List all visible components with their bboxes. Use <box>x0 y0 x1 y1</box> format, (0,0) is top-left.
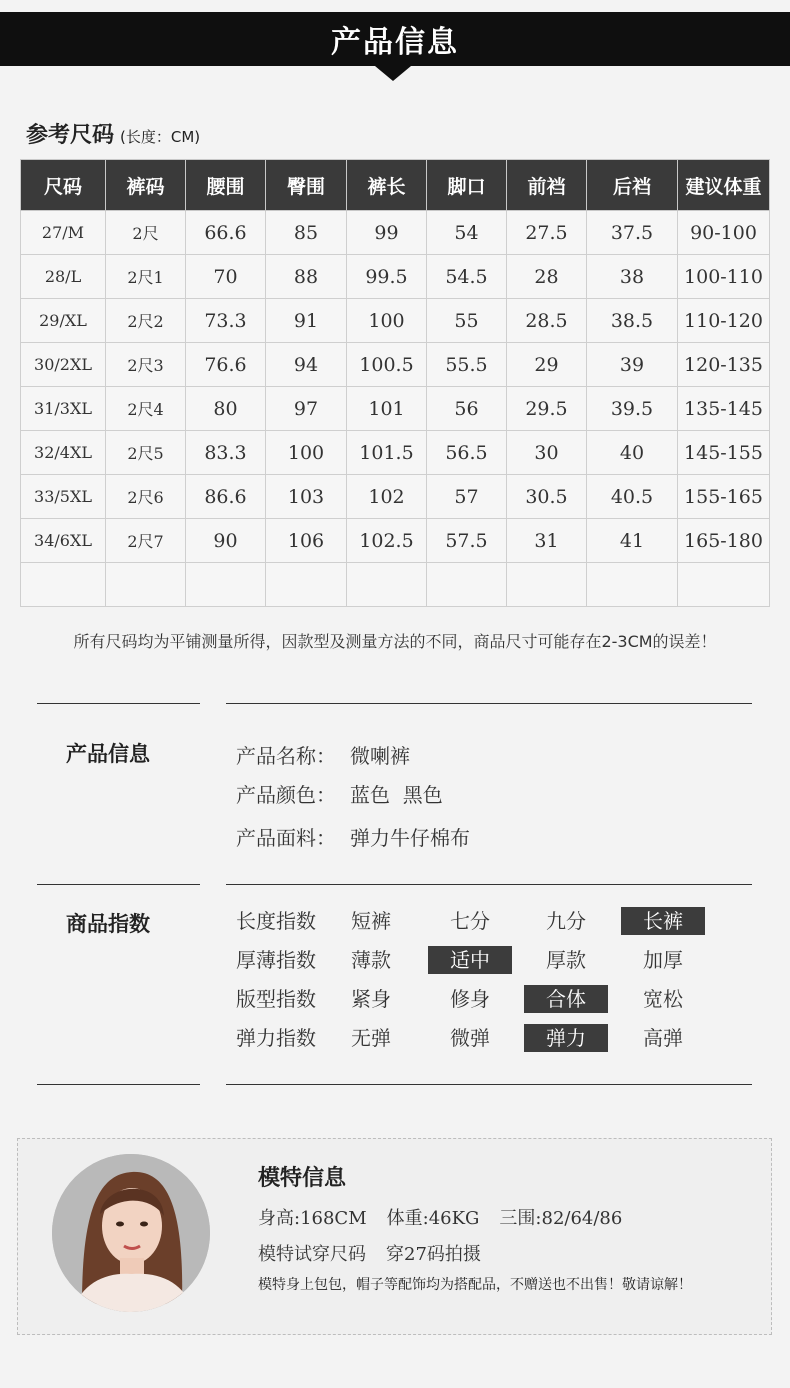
size-cell: 106 <box>266 519 347 563</box>
size-cell: 38.5 <box>587 299 678 343</box>
divider-right-3 <box>226 1084 752 1085</box>
index-row-name: 厚薄指数 <box>236 948 316 972</box>
size-col-header: 前裆 <box>507 160 587 211</box>
size-cell: 2尺1 <box>106 255 186 299</box>
size-cell: 30 <box>507 431 587 475</box>
index-option-selected: 合体 <box>524 985 608 1013</box>
size-cell: 70 <box>186 255 266 299</box>
size-col-header: 建议体重 <box>678 160 770 211</box>
size-cell: 90-100 <box>678 211 770 255</box>
size-row <box>21 387 770 431</box>
size-cell: 57.5 <box>427 519 507 563</box>
size-cell: 100.5 <box>347 343 427 387</box>
size-row <box>21 431 770 475</box>
size-cell: 2尺 <box>106 211 186 255</box>
size-table <box>20 159 770 607</box>
model-portrait-image <box>52 1154 210 1312</box>
index-row <box>236 946 756 974</box>
page-header <box>0 12 790 66</box>
divider-left <box>37 703 200 704</box>
size-cell: 55 <box>427 299 507 343</box>
model-stats-row <box>258 1204 642 1230</box>
size-cell: 76.6 <box>186 343 266 387</box>
size-cell <box>106 563 186 607</box>
size-cell: 2尺6 <box>106 475 186 519</box>
size-cell <box>21 563 106 607</box>
model-note: 模特身上包包，帽子等配饰均为搭配品，不赠送也不出售！敬请谅解！ <box>258 1277 692 1293</box>
size-col-header: 后裆 <box>587 160 678 211</box>
size-note: 所有尺码均为平铺测量所得，因款型及测量方法的不同，商品尺寸可能存在2-3CM的误差！ <box>73 632 717 651</box>
size-cell: 34/6XL <box>21 519 106 563</box>
size-cell: 100 <box>347 299 427 343</box>
size-cell: 28 <box>507 255 587 299</box>
size-cell: 54 <box>427 211 507 255</box>
size-cell: 28/L <box>21 255 106 299</box>
size-cell: 56 <box>427 387 507 431</box>
divider-right-2 <box>226 884 752 885</box>
size-cell: 66.6 <box>186 211 266 255</box>
size-row <box>21 255 770 299</box>
size-cell: 2尺5 <box>106 431 186 475</box>
model-size-row <box>258 1240 501 1266</box>
size-cell: 31/3XL <box>21 387 106 431</box>
size-cell: 101 <box>347 387 427 431</box>
size-row <box>21 519 770 563</box>
size-cell: 41 <box>587 519 678 563</box>
size-cell: 165-180 <box>678 519 770 563</box>
index-option: 无弹 <box>351 1026 391 1050</box>
size-cell: 38 <box>587 255 678 299</box>
size-cell: 101.5 <box>347 431 427 475</box>
size-cell: 37.5 <box>587 211 678 255</box>
size-cell: 90 <box>186 519 266 563</box>
size-cell: 100-110 <box>678 255 770 299</box>
divider-left-3 <box>37 1084 200 1085</box>
product-fabric-label: 产品面料： <box>236 826 336 850</box>
size-cell: 145-155 <box>678 431 770 475</box>
size-col-header: 尺码 <box>21 160 106 211</box>
size-cell: 120-135 <box>678 343 770 387</box>
index-option: 紧身 <box>351 987 391 1011</box>
size-cell: 100 <box>266 431 347 475</box>
size-cell: 30/2XL <box>21 343 106 387</box>
size-table-header <box>21 160 770 211</box>
index-option: 七分 <box>450 909 490 933</box>
size-col-header: 脚口 <box>427 160 507 211</box>
product-color-row <box>236 779 443 808</box>
size-cell: 85 <box>266 211 347 255</box>
size-cell: 86.6 <box>186 475 266 519</box>
model-height: 身高:168CM <box>258 1208 367 1229</box>
size-cell: 110-120 <box>678 299 770 343</box>
size-row <box>21 343 770 387</box>
size-cell: 155-165 <box>678 475 770 519</box>
size-cell: 29 <box>507 343 587 387</box>
size-cell: 56.5 <box>427 431 507 475</box>
size-cell: 28.5 <box>507 299 587 343</box>
size-cell: 99.5 <box>347 255 427 299</box>
model-measurements: 三围:82/64/86 <box>499 1208 623 1229</box>
size-row <box>21 475 770 519</box>
index-row <box>236 907 756 935</box>
size-chart-title <box>26 118 200 149</box>
index-option: 加厚 <box>643 948 683 972</box>
size-cell: 40 <box>587 431 678 475</box>
index-option: 短裤 <box>351 909 391 933</box>
product-color-label: 产品颜色： <box>236 783 336 807</box>
size-row <box>21 299 770 343</box>
size-cell: 80 <box>186 387 266 431</box>
size-cell: 55.5 <box>427 343 507 387</box>
size-row <box>21 563 770 607</box>
model-title: 模特信息 <box>258 1166 347 1191</box>
index-option-selected: 弹力 <box>524 1024 608 1052</box>
size-cell: 29.5 <box>507 387 587 431</box>
size-cell: 99 <box>347 211 427 255</box>
size-cell <box>587 563 678 607</box>
index-option: 微弹 <box>450 1026 490 1050</box>
index-option: 高弹 <box>643 1026 683 1050</box>
size-cell: 94 <box>266 343 347 387</box>
size-cell <box>507 563 587 607</box>
size-cell: 40.5 <box>587 475 678 519</box>
size-cell <box>186 563 266 607</box>
size-cell <box>427 563 507 607</box>
size-cell: 27.5 <box>507 211 587 255</box>
index-row-name: 长度指数 <box>236 909 316 933</box>
index-option: 薄款 <box>351 948 391 972</box>
header-notch <box>375 66 411 81</box>
size-cell: 2尺7 <box>106 519 186 563</box>
size-chart-unit: (长度：CM) <box>120 128 201 146</box>
model-weight: 体重:46KG <box>386 1208 480 1229</box>
size-cell: 31 <box>507 519 587 563</box>
size-cell: 2尺4 <box>106 387 186 431</box>
index-option-selected: 长裤 <box>621 907 705 935</box>
size-cell: 57 <box>427 475 507 519</box>
size-chart-title-text: 参考尺码 <box>26 123 115 148</box>
size-row <box>21 211 770 255</box>
product-name-row <box>236 740 410 769</box>
size-cell: 97 <box>266 387 347 431</box>
product-fabric-row <box>236 822 470 851</box>
size-table-body <box>21 211 770 607</box>
size-col-header: 裤长 <box>347 160 427 211</box>
size-cell: 102.5 <box>347 519 427 563</box>
model-avatar <box>52 1154 210 1312</box>
size-cell: 2尺2 <box>106 299 186 343</box>
indices-label: 商品指数 <box>66 912 150 936</box>
size-cell: 83.3 <box>186 431 266 475</box>
size-cell: 32/4XL <box>21 431 106 475</box>
size-cell: 88 <box>266 255 347 299</box>
model-size-value: 穿27码拍摄 <box>386 1244 481 1265</box>
index-option: 修身 <box>450 987 490 1011</box>
model-size-label: 模特试穿尺码 <box>258 1244 366 1265</box>
size-cell: 30.5 <box>507 475 587 519</box>
size-col-header: 臀围 <box>266 160 347 211</box>
size-cell: 29/XL <box>21 299 106 343</box>
size-cell <box>266 563 347 607</box>
divider-right <box>226 703 752 704</box>
index-option: 九分 <box>546 909 586 933</box>
size-cell: 103 <box>266 475 347 519</box>
size-cell: 73.3 <box>186 299 266 343</box>
index-row-name: 版型指数 <box>236 987 316 1011</box>
size-cell <box>347 563 427 607</box>
product-name-label: 产品名称： <box>236 744 336 768</box>
index-row-name: 弹力指数 <box>236 1026 316 1050</box>
size-cell: 27/M <box>21 211 106 255</box>
index-option-selected: 适中 <box>428 946 512 974</box>
index-row <box>236 1024 756 1052</box>
size-cell: 39 <box>587 343 678 387</box>
product-info-label: 产品信息 <box>66 742 150 766</box>
index-row <box>236 985 756 1013</box>
size-cell: 91 <box>266 299 347 343</box>
size-cell: 54.5 <box>427 255 507 299</box>
size-cell <box>678 563 770 607</box>
size-col-header: 腰围 <box>186 160 266 211</box>
size-cell: 102 <box>347 475 427 519</box>
divider-left-2 <box>37 884 200 885</box>
index-option: 宽松 <box>643 987 683 1011</box>
size-cell: 135-145 <box>678 387 770 431</box>
header-title: 产品信息 <box>331 25 459 60</box>
product-fabric-value: 弹力牛仔棉布 <box>350 826 470 850</box>
size-cell: 2尺3 <box>106 343 186 387</box>
product-name-value: 微喇裤 <box>350 744 410 768</box>
size-cell: 39.5 <box>587 387 678 431</box>
size-col-header: 裤码 <box>106 160 186 211</box>
size-cell: 33/5XL <box>21 475 106 519</box>
product-color-value: 蓝色 黑色 <box>350 783 443 807</box>
index-option: 厚款 <box>546 948 586 972</box>
